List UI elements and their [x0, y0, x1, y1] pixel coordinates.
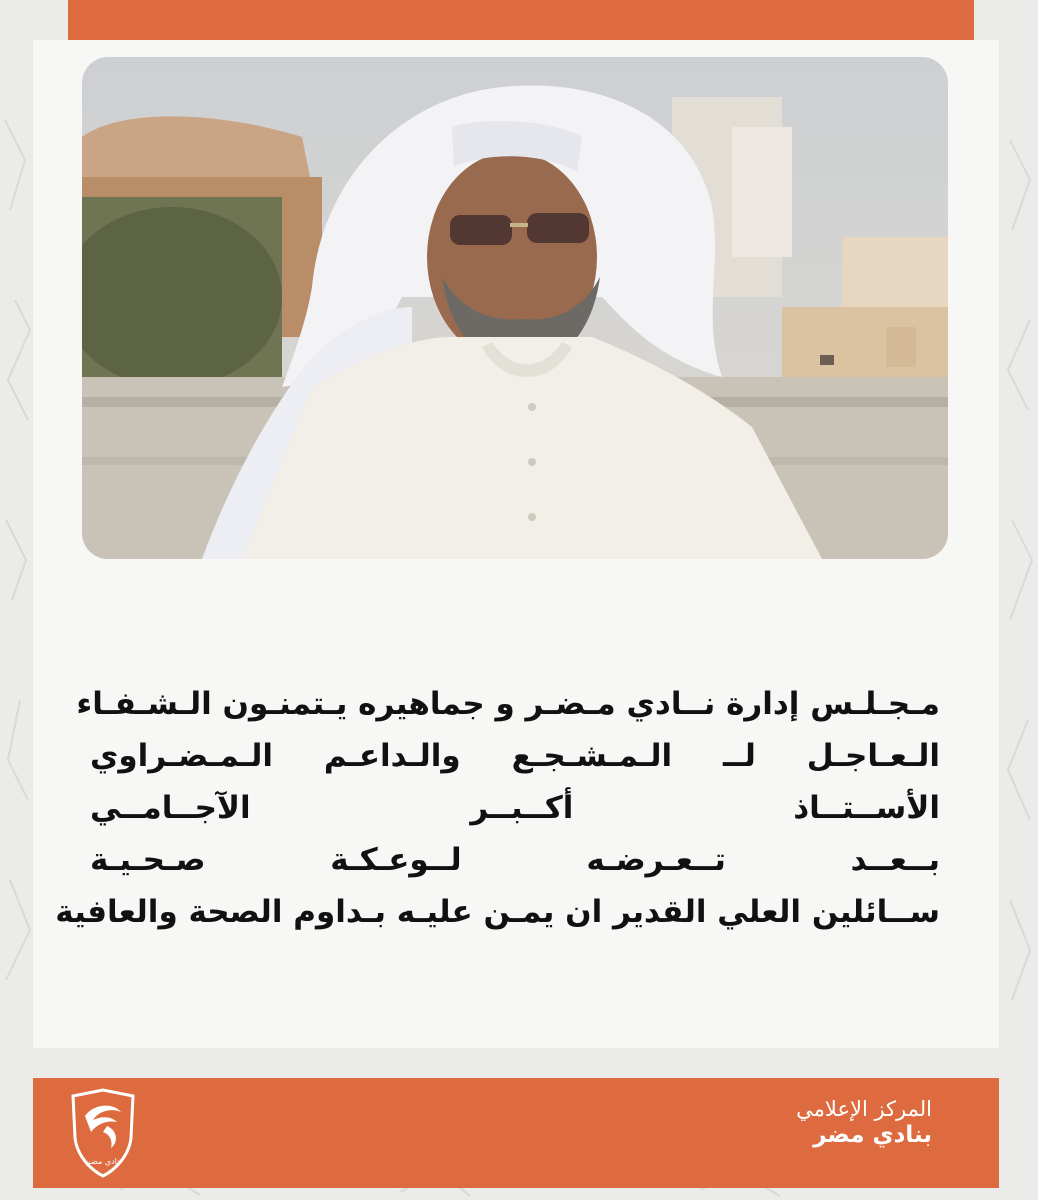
message-line: مـجـلـس إدارة نــادي مـضـر و جماهيره يـتمنـون الـشـفـاء	[76, 686, 940, 722]
message-line: الـعـاجـل لــ الـمـشـجـع والـداعـم الـمـضـراوي	[90, 738, 940, 774]
portrait-photo	[82, 57, 948, 559]
message-line: بــعــد تــعـرضـه لــوعـكـة صـحـيـة	[90, 842, 940, 878]
message-line: ســائلين العلي القدير ان يمـن عليـه بـداوم الصحة والعافية	[55, 894, 940, 930]
media-center-label: المركز الإعلامي	[796, 1097, 932, 1121]
club-logo-icon	[63, 1086, 143, 1180]
logo-text: نادي مضر	[86, 1157, 120, 1166]
message-text	[55, 678, 940, 938]
footer-credit	[796, 1097, 932, 1150]
club-name-label: بنادي مضر	[813, 1122, 932, 1149]
footer-bar	[33, 1078, 999, 1188]
message-line: الأســتــاذ أكــبــر الآجــامــي	[90, 790, 940, 826]
